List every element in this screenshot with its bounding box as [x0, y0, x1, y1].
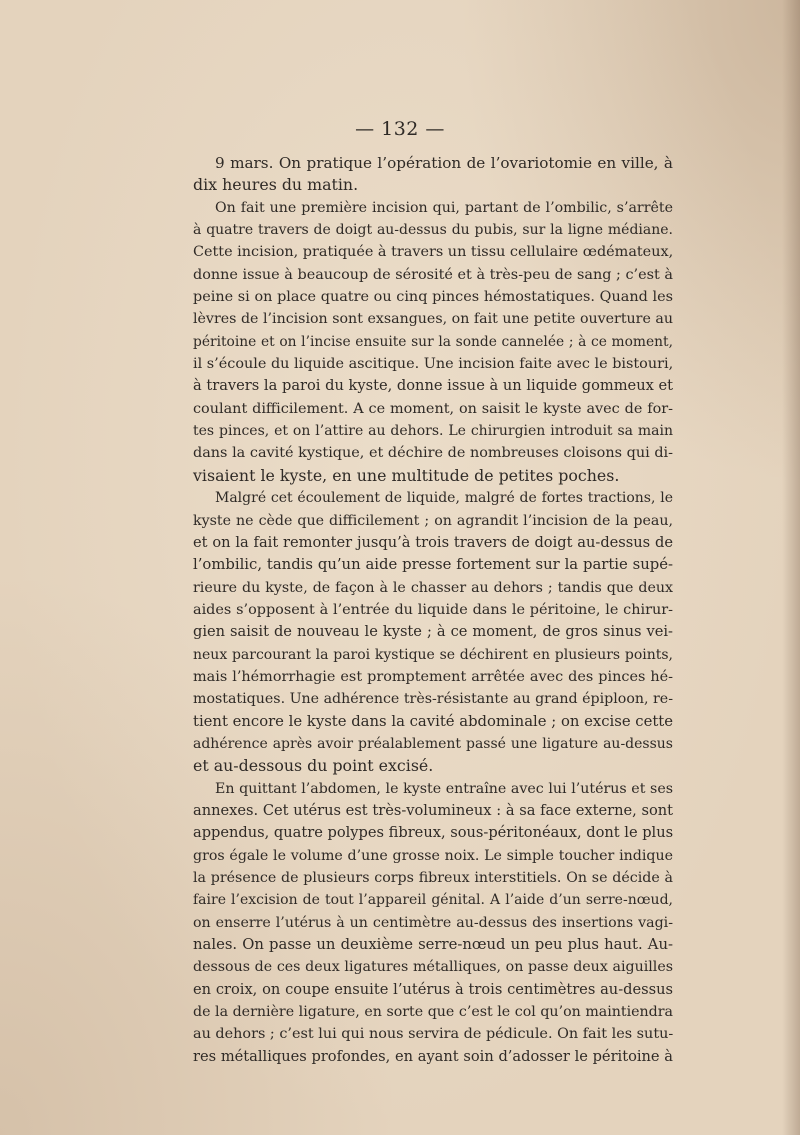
- page-number: — 132 —: [355, 118, 445, 140]
- text-line: et on la fait remonter jusqu’à trois travers de doigt au-dessus de: [193, 533, 673, 551]
- text-line: appendus, quatre polypes fibreux, sous-péritonéaux, dont le plus: [193, 824, 674, 842]
- text-line: faire l’excision de tout l’appareil génital. A l’aide d’un serre-nœud,: [193, 892, 673, 909]
- text-line: Malgré cet écoulement de liquide, malgré de fortes tractions, le: [215, 490, 673, 507]
- text-line: adhérence après avoir préalablement passé une ligature au-dessus: [193, 735, 673, 752]
- text-line: tes pinces, et on l’attire au dehors. Le chirurgien introduit sa main: [193, 423, 673, 440]
- page-shadow-edge: [782, 0, 800, 1135]
- text-line: Cette incision, pratiquée à travers un tissu cellulaire œdémateux,: [193, 244, 674, 261]
- text-line: et au-dessous du point excisé.: [193, 756, 434, 776]
- text-line: kyste ne cède que difficilement ; on agrandit l’incision de la peau,: [193, 512, 673, 529]
- text-line: 9 mars. On pratique l’opération de l’ovariotomie en ville, à: [215, 154, 673, 172]
- text-line: à travers la paroi du kyste, donne issue à un liquide gommeux et: [193, 377, 673, 395]
- text-line: dessous de ces deux ligatures métalliques, on passe deux aiguilles: [193, 959, 673, 976]
- body-text: [193, 152, 673, 1068]
- text-line: dans la cavité kystique, et déchire de nombreuses cloisons qui di-: [193, 445, 673, 462]
- text-line: res métalliques profondes, en ayant soin d’adosser le péritoine à: [193, 1047, 673, 1065]
- text-line: la présence de plusieurs corps fibreux interstitiels. On se décide à: [193, 870, 673, 886]
- text-line: de la dernière ligature, en sorte que c’est le col qu’on maintiendra: [193, 1004, 673, 1021]
- text-line: peine si on place quatre ou cinq pinces hémostatiques. Quand les: [193, 289, 673, 306]
- text-line: l’ombilic, tandis qu’un aide presse fortement sur la partie supé-: [193, 556, 673, 574]
- text-line: dix heures du matin.: [193, 175, 359, 195]
- text-line: péritoine et on l’incise ensuite sur la sonde cannelée ; à ce moment,: [193, 333, 673, 350]
- text-line: aides s’opposent à l’entrée du liquide dans le péritoine, le chirur-: [193, 601, 673, 618]
- text-line: gros égale le volume d’une grosse noix. Le simple toucher indique: [193, 847, 673, 864]
- text-line: mostatiques. Une adhérence très-résistante au grand épiploon, re-: [193, 691, 673, 708]
- text-line: mais l’hémorrhagie est promptement arrêtée avec des pinces hé-: [193, 668, 673, 685]
- text-line: lèvres de l’incision sont exsangues, on fait une petite ouverture au: [193, 311, 673, 328]
- text-line: rieure du kyste, de façon à le chasser au dehors ; tandis que deux: [193, 579, 673, 596]
- text-line: donne issue à beaucoup de sérosité et à très-peu de sang ; c’est à: [193, 266, 673, 283]
- text-line: il s’écoule du liquide ascitique. Une incision faite avec le bistouri,: [193, 356, 674, 373]
- text-line: En quittant l’abdomen, le kyste entraîne avec lui l’utérus et ses: [215, 780, 673, 797]
- text-line: visaient le kyste, en une multitude de petites poches.: [193, 465, 620, 485]
- text-line: à quatre travers de doigt au-dessus du pubis, sur la ligne médiane.: [193, 222, 673, 239]
- text-line: neux parcourant la paroi kystique se déchirent en plusieurs points,: [193, 646, 673, 663]
- text-line: coulant difficilement. A ce moment, on saisit le kyste avec de for-: [193, 400, 673, 417]
- text-line: tient encore le kyste dans la cavité abdominale ; on excise cette: [193, 712, 673, 730]
- text-line: On fait une première incision qui, partant de l’ombilic, s’arrête: [215, 199, 673, 216]
- text-line: gien saisit de nouveau le kyste ; à ce moment, de gros sinus vei-: [193, 623, 673, 641]
- text-line: annexes. Cet utérus est très-volumineux : à sa face externe, sont: [193, 801, 673, 819]
- text-line: au dehors ; c’est lui qui nous servira de pédicule. On fait les sutu-: [193, 1026, 674, 1043]
- text-line: nales. On passe un deuxième serre-nœud un peu plus haut. Au-: [193, 936, 673, 954]
- text-line: en croix, on coupe ensuite l’utérus à trois centimètres au-dessus: [193, 980, 673, 998]
- text-line: on enserre l’utérus à un centimètre au-dessus des insertions vagi-: [193, 914, 673, 931]
